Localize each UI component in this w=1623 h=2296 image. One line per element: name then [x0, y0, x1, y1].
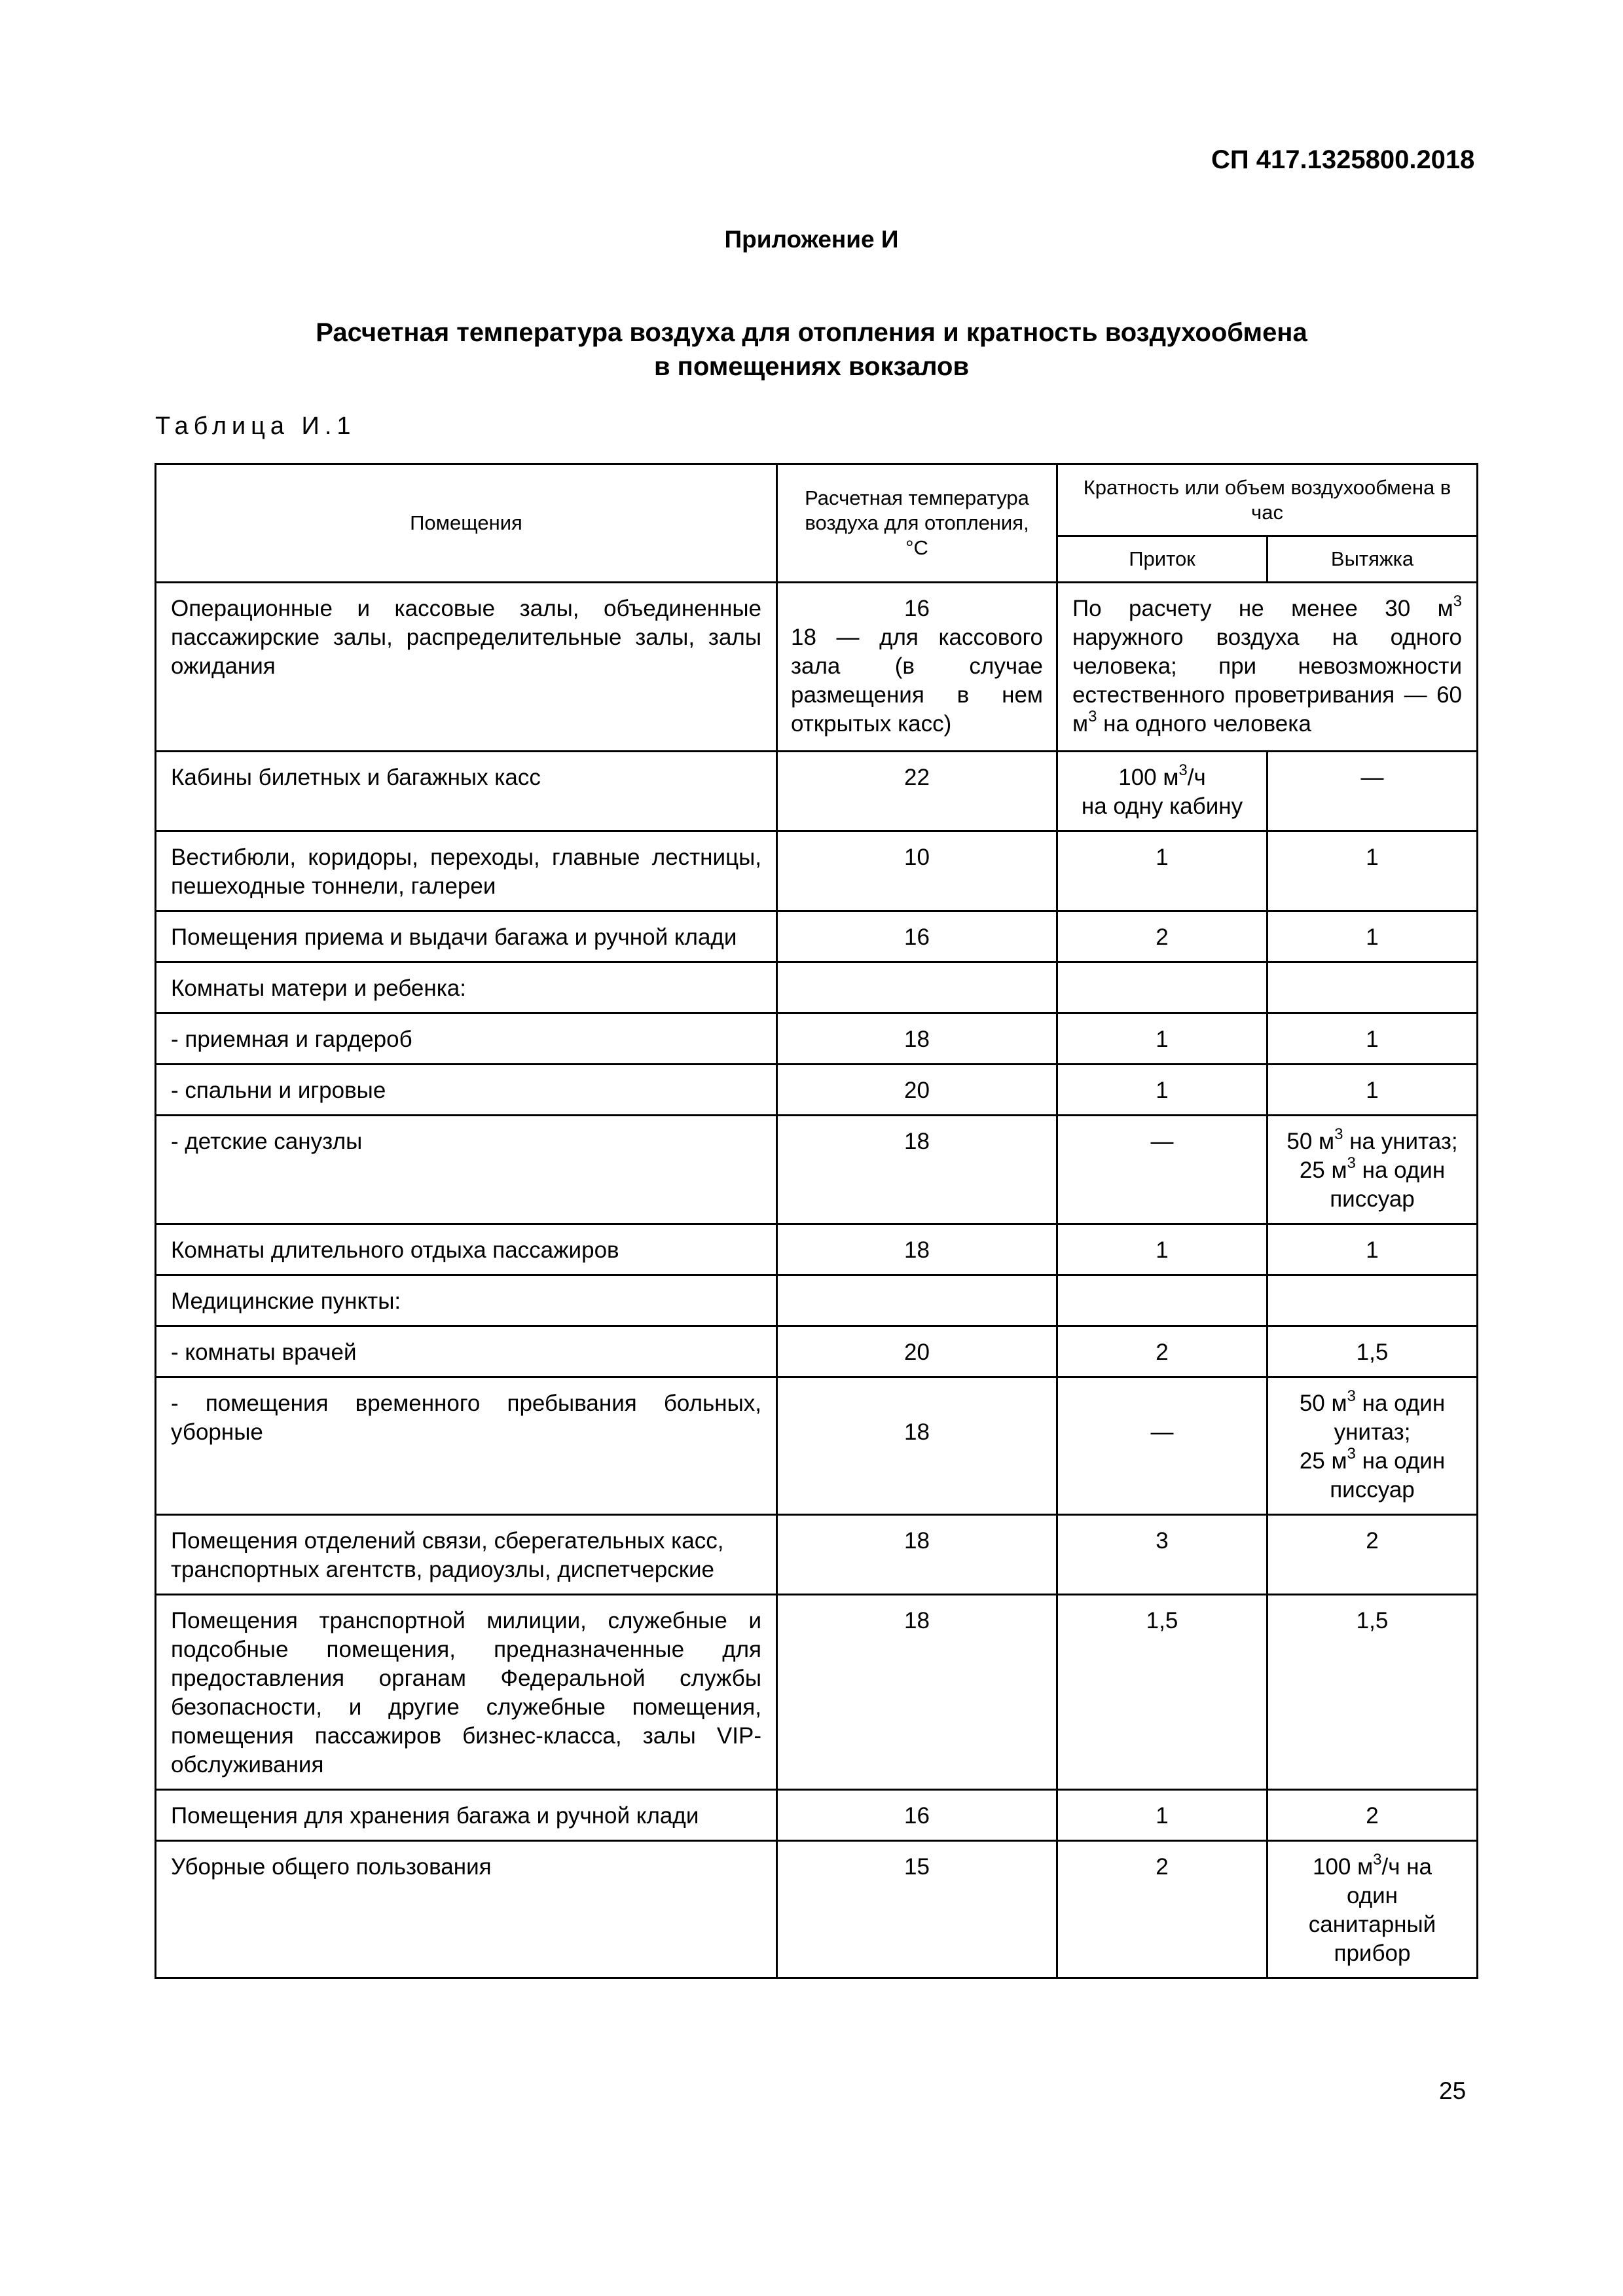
room-name: Помещения отделений связи, сберегательных касс, транспортных агентств, радиоузлы, диспетчерские [156, 1515, 777, 1595]
table-row [156, 1515, 1478, 1595]
header-exhaust: Вытяжка [1267, 536, 1478, 583]
table-row [156, 1275, 1478, 1326]
room-name: Кабины билетных и багажных касс [156, 752, 777, 831]
temperature-value: 18 [777, 1224, 1057, 1275]
temperature-value: 15 [777, 1841, 1057, 1978]
temperature-value: 16 [777, 1790, 1057, 1841]
table-row [156, 831, 1478, 911]
temperature-value: 10 [777, 831, 1057, 911]
room-name: Медицинские пункты: [156, 1275, 777, 1326]
exhaust-value: 1,5 [1267, 1326, 1478, 1377]
exhaust-value: 1 [1267, 831, 1478, 911]
page-number: 25 [1439, 2077, 1467, 2104]
table-container [155, 463, 1478, 1979]
room-name: - приемная и гардероб [156, 1013, 777, 1065]
table-row [156, 962, 1478, 1013]
table-row [156, 1224, 1478, 1275]
temperature-value: 18 [777, 1013, 1057, 1065]
exhaust-value: 1 [1267, 1224, 1478, 1275]
room-name: Уборные общего пользования [156, 1841, 777, 1978]
header-air-exchange: Кратность или объем воздухообмена в час [1057, 464, 1478, 536]
supply-value [1057, 962, 1267, 1013]
exhaust-value [1267, 1275, 1478, 1326]
temperature-value: 16 [777, 911, 1057, 962]
table-row [156, 583, 1478, 752]
temperature-value: 20 [777, 1065, 1057, 1116]
temperature-value: 18 [777, 1595, 1057, 1790]
supply-value: 2 [1057, 1841, 1267, 1978]
ventilation-table [155, 463, 1478, 1979]
title-line-1: Расчетная температура воздуха для отопления и кратность воздухообмена [316, 318, 1307, 347]
supply-value: 1 [1057, 1790, 1267, 1841]
table-row [156, 1595, 1478, 1790]
supply-value: 3 [1057, 1515, 1267, 1595]
table-row [156, 752, 1478, 831]
room-name: Комнаты длительного отдыха пассажиров [156, 1224, 777, 1275]
supply-value: 2 [1057, 1326, 1267, 1377]
room-name: Комнаты матери и ребенка: [156, 962, 777, 1013]
table-row [156, 1790, 1478, 1841]
header-rooms: Помещения [156, 464, 777, 583]
document-code: СП 417.1325800.2018 [1211, 145, 1475, 174]
supply-value: 1 [1057, 1224, 1267, 1275]
header-supply: Приток [1057, 536, 1267, 583]
room-name: - помещения временного пребывания больных, уборные [156, 1377, 777, 1515]
appendix-heading: Приложение И [724, 226, 899, 253]
temperature-value: 18 [777, 1116, 1057, 1224]
air-exchange-combined: По расчету не менее 30 $м^3$ наружного воздуха на одного человека; при невозможности естественного проветривания — 60 $м^3$ на одного человека [1057, 583, 1478, 752]
temperature-note: 18 — для кассового зала (в случае размещения в нем открытых касс) [791, 625, 1043, 737]
supply-value: 1 [1057, 831, 1267, 911]
temperature-main: 16 [904, 596, 930, 621]
table-header-row [156, 464, 1478, 536]
temperature-value: 18 [777, 1515, 1057, 1595]
table-row [156, 1326, 1478, 1377]
supply-value: 1 [1057, 1065, 1267, 1116]
temperature-value [777, 1275, 1057, 1326]
title-line-2: в помещениях вокзалов [653, 352, 970, 381]
exhaust-value: 1,5 [1267, 1595, 1478, 1790]
exhaust-value: 2 [1267, 1790, 1478, 1841]
room-name: - спальни и игровые [156, 1065, 777, 1116]
room-name: Помещения приема и выдачи багажа и ручной клади [156, 911, 777, 962]
exhaust-value [1267, 962, 1478, 1013]
table-row [156, 1013, 1478, 1065]
table-row [156, 911, 1478, 962]
temperature-value: 20 [777, 1326, 1057, 1377]
table-row [156, 1377, 1478, 1515]
room-name: Операционные и кассовые залы, объединенные пассажирские залы, распределительные залы, залы ожидания [156, 583, 777, 752]
supply-value [1057, 1275, 1267, 1326]
table-row [156, 1841, 1478, 1978]
supply-value: 100 $м^3/ч$ на одну кабину [1057, 752, 1267, 831]
supply-value: — [1057, 1116, 1267, 1224]
exhaust-value: 50 $м^3$ на один унитаз; 25 $м^3$ на один писсуар [1267, 1377, 1478, 1515]
room-name: - детские санузлы [156, 1116, 777, 1224]
supply-value: — [1057, 1377, 1267, 1515]
supply-value: 1 [1057, 1013, 1267, 1065]
table-label: Таблица И.1 [155, 412, 356, 440]
room-name: Вестибюли, коридоры, переходы, главные лестницы, пешеходные тоннели, галереи [156, 831, 777, 911]
exhaust-value: — [1267, 752, 1478, 831]
table-row [156, 1116, 1478, 1224]
exhaust-value: 50 $м^3$ на унитаз; 25 $м^3$ на один писсуар [1267, 1116, 1478, 1224]
exhaust-value: 2 [1267, 1515, 1478, 1595]
temperature-value: 22 [777, 752, 1057, 831]
exhaust-value: 1 [1267, 911, 1478, 962]
exhaust-value: 1 [1267, 1013, 1478, 1065]
header-temperature: Расчетная температура воздуха для отопления, °С [777, 464, 1057, 583]
table-row [156, 1065, 1478, 1116]
temperature-value [777, 962, 1057, 1013]
room-name: Помещения для хранения багажа и ручной клади [156, 1790, 777, 1841]
room-name: Помещения транспортной милиции, служебные и подсобные помещения, предназначенные для предоставления органам Федеральной службы безопасности, и другие служебные помещения, помещения пассажиров бизнес-класса, залы VIP-обслуживания [156, 1595, 777, 1790]
temperature-value: 18 [777, 1377, 1057, 1515]
exhaust-value: 1 [1267, 1065, 1478, 1116]
exhaust-value: 100 $м^3/ч$ на один санитарный прибор [1267, 1841, 1478, 1978]
temperature-value [777, 583, 1057, 752]
supply-value: 1,5 [1057, 1595, 1267, 1790]
document-title [0, 316, 1623, 384]
room-name: - комнаты врачей [156, 1326, 777, 1377]
supply-value: 2 [1057, 911, 1267, 962]
